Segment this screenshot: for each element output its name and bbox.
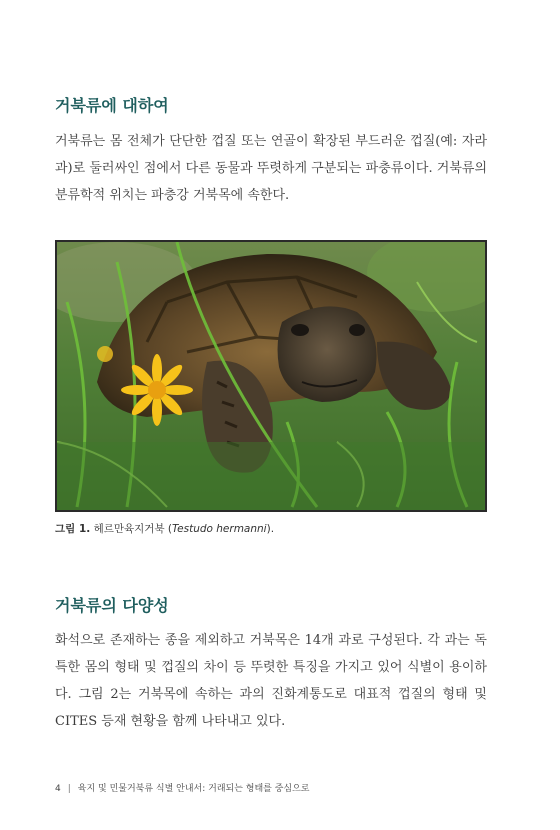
section-heading-diversity: 거북류의 다양성 (55, 596, 169, 615)
diversity-paragraph: 화석으로 존재하는 종을 제외하고 거북목은 14개 과로 구성된다. 각 과는 독특한 몸의 형태 및 껍질의 차이 등 뚜렷한 특징을 가지고 있어 식별이 용이하다. 그림 2는 거북목에 속하는 과의 진화계통도로 대표적 껍질의 형태 및 CITES 등재 현황을 함께 나타내고 있다. (55, 633, 487, 729)
footer-title: 육지 및 민물거북류 식별 안내서: 거래되는 형태를 중심으로 (77, 784, 310, 794)
figure-scientific-name: Testudo hermanni (172, 523, 267, 535)
figure-caption (55, 521, 274, 536)
page-footer (55, 781, 310, 794)
footer-separator: | (67, 784, 71, 794)
section-heading-about-turtles: 거북류에 대하여 (55, 96, 169, 115)
intro-paragraph: 거북류는 몸 전체가 단단한 껍질 또는 연골이 확장된 부드러운 껍질(예: 자라과)로 둘러싸인 점에서 다른 동물과 뚜렷하게 구분되는 파충류이다. 거북류의 분류학적 위치는 파충강 거북목에 속한다. (55, 134, 487, 203)
figure-label: 그림 1. (55, 523, 91, 535)
figure-common-name: 헤르만육지거북 ( (93, 523, 173, 535)
turtle-photo (55, 240, 487, 512)
page-number: 4 (55, 784, 61, 794)
figure-caption-suffix: ). (266, 523, 275, 535)
